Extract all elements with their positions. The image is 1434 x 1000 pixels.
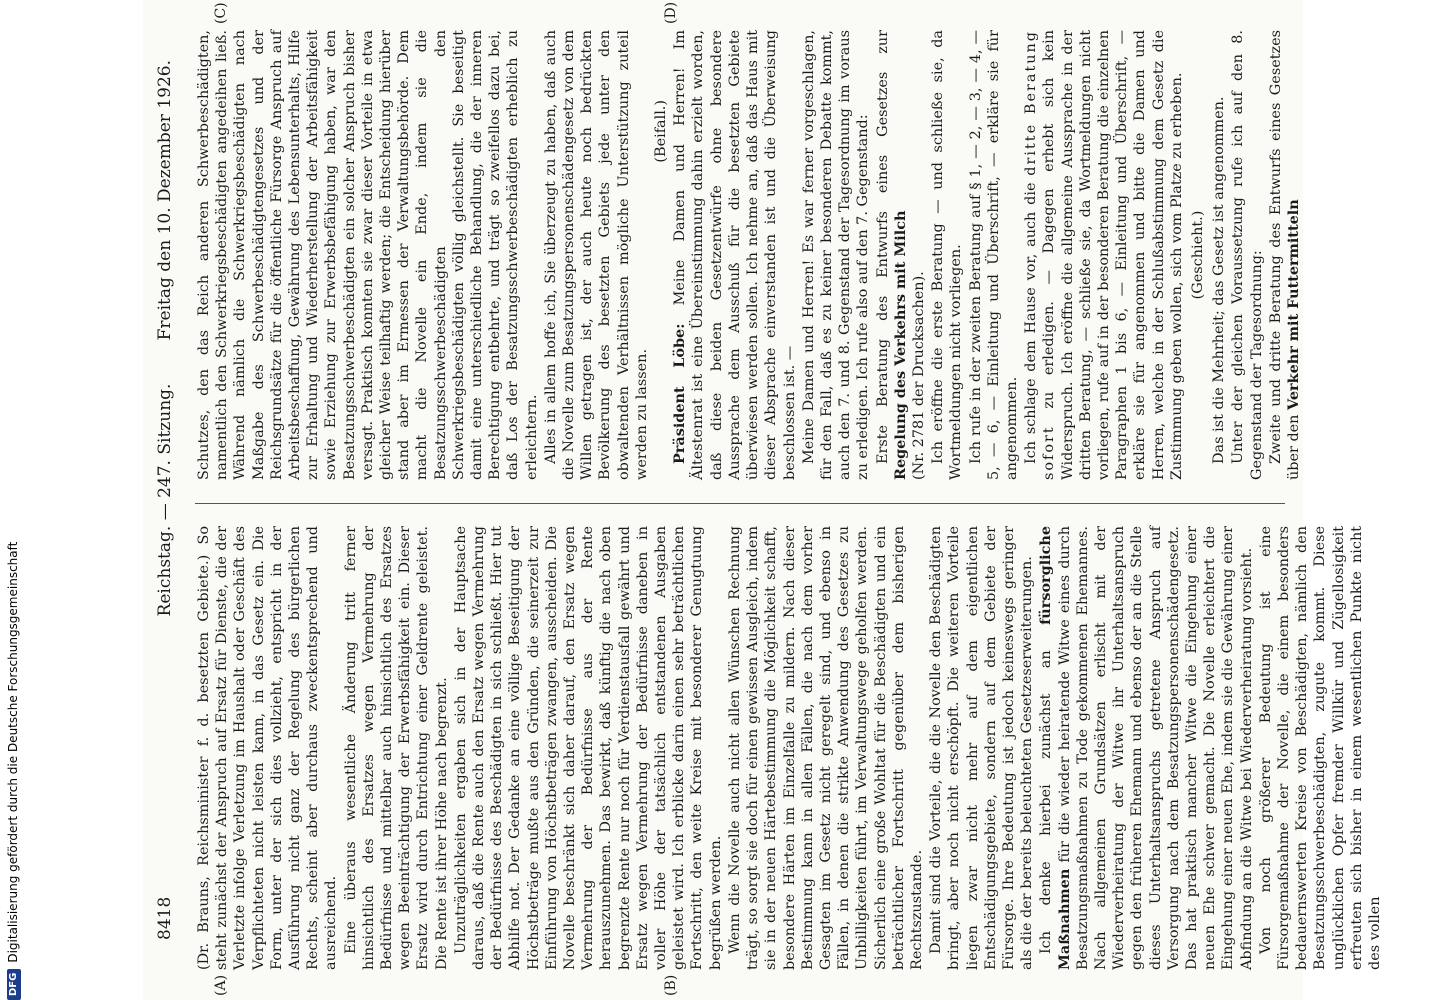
header-date: Freitag den 10. Dezember 1926.	[155, 60, 175, 341]
header-title: Reichstag. — 247. Sitzung.	[155, 383, 175, 617]
paragraph: Wenn die Novelle auch nicht allen Wünschen Rechnung trägt, so sorgt sie doch für einen gewissen Ausgleich, indem sie in der neuen Härtebestimmung die Möglichkeit schafft, besondere Härten im Einzelfalle zu mildern. Nach dieser Bestimmung kann in allen Fällen, die nach dem vorher Gesagten im Gesetz nicht geregelt sind, und ebenso in Fällen, in denen die strikte Anwendung des Gesetzes zu Unbilligkeiten führt, im Verwaltungswege geholfen werden. Sicherlich eine große Wohltat für die Beschädigten und ein beträchtlicher Fortschritt gegenüber dem bisherigen Rechtszustande.	[726, 526, 925, 970]
paragraph: Alles in allem hoffe ich, Sie überzeugt zu haben, daß auch die Novelle zum Besatzungspersonenschädengesetz von dem Willen getragen ist, der auch heute noch bedrückten Bevölkerung des besetzten Gebiets jede unter den obwaltenden Verhältnissen mögliche Unterstützung zuteil werden zu lassen.	[542, 30, 650, 480]
text-run: Ich schlage dem Hause vor, auch die	[1023, 182, 1040, 464]
text-run: Zweite und dritte Beratung des Entwurfs eines Gesetzes über den	[1267, 30, 1302, 480]
paragraph: (Dr. Brauns, Reichsminister f. d. besetzten Gebiete.) So steht zunächst der Anspruch auf Ersatz für Dienste, die der Verletzte infolge Verletzung im Haushalt oder Geschäft des Verpflichteten nicht leisten kann, in das Gesetz ein. Die Form, unter der sich dies vollzieht, entspricht in der Ausführung nicht ganz der Regelung des bürgerlichen Rechts, scheint aber durchaus zweckentsprechend und ausreichend.	[196, 526, 340, 970]
paragraph: Eine überaus wesentliche Änderung tritt ferner hinsichtlich des Ersatzes wegen Vermehrung der Bedürfnisse und mittelbar auch hinsichtlich des Ersatzes wegen Beeinträchtigung der Erwerbsfähigkeit ein. Dieser Ersatz wird durch Entrichtung einer Geldrente geleistet. Die Rente ist ihrer Höhe nach begrenzt.	[342, 526, 450, 970]
left-column	[195, 525, 1383, 970]
agenda-item	[1267, 30, 1303, 480]
paragraph: Unzuträglichkeiten ergaben sich in der Hauptsache daraus, daß die Rente auch den Ersatz wegen Vermehrung der Bedürfnisse des Beschädigten in sich schließt. Hier tut Abhilfe not. Der Gedanke an eine völlige Beseitigung der Höchstbeträge mußte aus den Gründen, die seinerzeit zur Einführung von Höchstbeträgen zwangen, ausscheiden. Die Novelle beschränkt sich daher darauf, den Ersatz wegen Vermehrung der Bedürfnisse aus der Rente herauszunehmen. Das bewirkt, daß künftig die nach oben begrenzte Rente nur noch für Verdienstausfall gewährt und Ersatz wegen Vermehrung der Bedürfnisse daneben in voller Höhe der tatsächlich entstandenen Ausgaben geleistet wird. Ich erblicke darin einen sehr beträchtlichen Fortschritt, den weite Kreise mit besonderer Genugtuung begrüßen werden.	[452, 526, 724, 970]
action-note: (Geschieht.)	[1189, 210, 1206, 300]
funding-text: Digitalisierung gefördert durch die Deutsche Forschungsgemeinschaft	[6, 541, 20, 963]
text-run: Meine Damen und Herren! Im Ältestenrat ist eine Übereinstimmung dahin erzielt worden, daß diese beiden Gesetzentwürfe ohne besondere Aussprache dem Ausschuß für die besetzten Gebiete überwiesen werden sollen. Ich nehme an, daß das Haus mit dieser Absprache einverstanden ist und die Überweisung beschlossen ist. —	[672, 30, 798, 480]
text-run: Ich denke hierbei zunächst an	[1038, 650, 1055, 954]
paragraph	[1037, 526, 1255, 970]
right-column	[195, 29, 1302, 480]
paragraph: Schutzes, den das Reich anderen Schwerbeschädigten, namentlich den Schwerkriegsbeschädigten angedeihen ließ. Während nämlich die Schwerkriegsbeschädigten nach Maßgabe des Schwerbeschädigtengesetzes und der Reichsgrundsätze für die öffentliche Fürsorge Anspruch auf Arbeitsbeschaffung, Gewährung des Lebensunterhalts, Hilfe zur Erhaltung und Wiederherstellung der Arbeitsfähigkeit sowie Erziehung zur Erwerbsbefähigung haben, war den Besatzungsschwerbeschädigten ein solcher Anspruch bisher versagt. Praktisch konnten sie zwar dieser Vorteile in etwa gleicher Weise teilhaftig werden; die Entscheidung hierüber stand aber im Ermessen der Verwaltungsbehörde. Dem macht die Novelle ein Ende, indem sie die Besatzungsschwerbeschädigten den Schwerkriegsbeschädigten völlig gleichstellt. Sie beseitigt damit eine unterschiedliche Behandlung, die der inneren Berechtigung entbehrte, und trägt so zweifellos dazu bei, daß Los der Besatzungsschwerbeschädigten erheblich zu erleichtern.	[196, 30, 540, 480]
dfg-logo: DFG	[7, 969, 21, 1000]
margin-mark-c: (C)	[213, 2, 229, 24]
emphasis-text: Regelung des Verkehrs mit Milch	[891, 210, 909, 480]
column-divider	[195, 503, 1285, 504]
emphasis-text: fürsorgliche Maßnahmen	[1037, 525, 1073, 970]
applause-note: (Beifall.)	[653, 100, 670, 163]
emphasis-text: Verkehr mit Futtermitteln	[1284, 199, 1302, 410]
paragraph: Unter der gleichen Voraussetzung rufe ich auf den 8. Gegenstand der Tagesordnung:	[1230, 30, 1265, 480]
margin-mark-a: (A)	[213, 974, 229, 996]
page-number: 8418	[155, 896, 175, 940]
text-run: für die wieder heiratende Witwe eines durch Besatzungsmaßnahmen zu Tode gekommenen Ehemannes. Nach allgemeinen Grundsätzen erlischt mit der Wiederverheiratung der Witwe ihr Unterhaltsanspruch gegen den früheren Ehemann und ebenso der an die Stelle dieses Unterhaltsanspruchs getretene Anspruch auf Versorgung nach dem Besatzungspersonenschädengesetz. Das hat praktisch mancher Witwe die Eingehung einer neuen Ehe schwer gemacht. Die Novelle erleichtert die Eingehung einer neuen Ehe, indem sie die Gewährung einer Abfindung an die Witwe bei Wiederverheiratung vorsieht.	[1056, 526, 1255, 970]
speaker-name: Präsident Löbe:	[671, 323, 689, 464]
text-run: zu erledigen. — Dagegen erhebt sich kein Widerspruch. Ich eröffne die allgemeine Aussprache in der dritten Beratung, — schließe sie, da Wortmeldungen nicht vorliegen, rufe auf in der besonderen Beratung die einzelnen Paragraphen 1 bis 6, — Einleitung und Überschrift, — erkläre sie für angenommen und bitte die Damen und Herren, welche in der Schlußabstimmung dem Gesetz die Zustimmung geben wollen, sich vom Platze zu erheben.	[1041, 29, 1185, 480]
paragraph	[1022, 30, 1186, 480]
agenda-item	[874, 30, 929, 480]
text-run: Erste Beratung des Entwurfs eines Gesetzes zur	[874, 30, 891, 464]
paragraph: Ich eröffne die erste Beratung — und schließe sie, da Wortmeldungen nicht vorliegen.	[930, 30, 965, 480]
text-run: (Nr. 2781 der Drucksachen).	[910, 271, 927, 480]
paragraph: Meine Damen und Herren! Es war ferner vorgeschlagen, für den Fall, daß es zu keiner besonderen Debatte kommt, auch den 7. und 8. Gegenstand der Tagesordnung im voraus zu erledigen. Ich rufe also auf den 7. Gegenstand:	[800, 30, 872, 480]
spaced-text: dritte Beratung sofort	[1023, 29, 1058, 480]
rotated-page	[143, 0, 1383, 1000]
paragraph: Von noch größerer Bedeutung ist eine Fürsorgemaßnahme der Novelle, die einem besonders bedauernswerten Kreise von Beschädigten, nämlich den Besatzungsschwerbeschädigten, zugute kommt. Diese unglücklichen Opfer fremder Willkür und Zügellosigkeit erfreuten sich bisher in einem wesentlichen Punkte nicht des vollen	[1257, 526, 1383, 970]
margin-mark-d: (D)	[663, 1, 679, 24]
paragraph: Das ist die Mehrheit; das Gesetz ist angenommen.	[1211, 96, 1228, 464]
margin-mark-b: (B)	[663, 974, 679, 996]
page-header	[155, 60, 183, 940]
paragraph	[671, 30, 798, 480]
paragraph: Ich rufe in der zweiten Beratung auf § 1, — 2, — 3, — 4, — 5, — 6, — Einleitung und Überschrift, — erkläre sie für angenommen.	[967, 30, 1020, 480]
funding-note	[2, 8, 24, 1000]
paragraph: Damit sind die Vorteile, die die Novelle den Beschädigten bringt, aber noch nicht erschöpft. Die weiteren Vorteile liegen zwar nicht mehr auf dem eigentlichen Entschädigungsgebiete, sondern auf dem Gebiete der Fürsorge. Ihre Bedeutung ist jedoch keineswegs geringer als die der bereits beleuchteten Gesetzeserweiterungen.	[928, 526, 1036, 970]
